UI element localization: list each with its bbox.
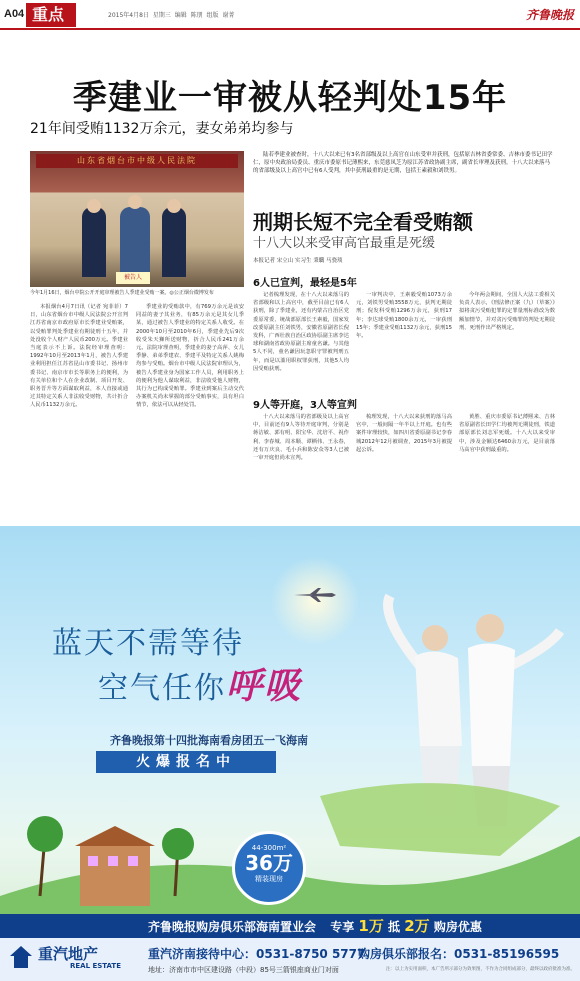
ad-promo-c: 抵 (388, 920, 401, 934)
ad-promo-a: 专享 (330, 920, 355, 934)
article2-byline: 本报记者 宋立山 实习生 秉驖 马骁琰 (253, 258, 343, 264)
section1-col3 (459, 291, 555, 387)
court-photo (30, 151, 244, 287)
defendant-figure (120, 207, 150, 277)
main-subheadline: 21年间受贿1132万余元，妻女弟弟均参与 (30, 121, 294, 137)
bailiff-right-head (167, 199, 181, 213)
badge-label: 精装现房 (255, 875, 283, 883)
article2-headline: 刑期长短不完全看受贿额 (253, 210, 473, 234)
ad-slogan-line2-b: 呼吸 (226, 665, 303, 707)
ad-slogan-line2-a: 空气任你 (98, 671, 226, 706)
badge-area: 44-300m² (251, 844, 287, 852)
ad-promo-b: 1万 (358, 917, 384, 935)
section2-col2 (356, 413, 452, 517)
section1-col1-text: 记者梳理发现，在十八大以来落马的省部级和以上高官中，截至目前已有6人获刑，除了季建业，还有内蒙古自治区党委原常委、统战部原部长王素毅，国家发改委原副主任刘铁男，安徽省原副省长倪发科，广西壮族自治区政协原副主席李达球和湖南省政协原副主席童名谦。与其他5人不同，童名谦因玩忽职守罪被判刑五年，而是以滥用职权罪获刑，其他5人均因受贿获刑。 (253, 292, 349, 372)
section2-col3 (459, 413, 555, 517)
ad-signup-banner: 火爆报名中 (96, 751, 276, 773)
header-meta: 2015年4月8日 星期三 编辑 陈朋 组版 谢菁 (108, 12, 235, 19)
ad-phone-1: 重汽济南接待中心：0531-8750 5777 (148, 947, 366, 961)
court-sign: 山东省烟台市中级人民法院 (36, 154, 238, 168)
bailiff-left-head (87, 199, 101, 213)
section1-col2-text: 一审判决中，王素毅受贿1073万余元，刘铁男受贿3558万元，获判无期徒刑；倪发科受贿1296万余元，获刑17年；李达球受贿1800余万元，一审获刑15年；季建业受贿1132万余元，获刑15年。 (356, 292, 452, 340)
bailiff-left (82, 207, 106, 277)
ad-disclaimer: 注：以上为实用面积，本广告所示部分为效果图，不作为合同组成部分，最终以政府批准为准。 (386, 967, 575, 972)
defendant-head (128, 195, 142, 209)
ad-promo-text: 齐鲁晚报购房俱乐部海南置业会 (148, 920, 317, 934)
ad-promo-e: 购房优惠 (433, 920, 482, 934)
section-heading-1: 6人已宣判，最轻是5年 (253, 278, 357, 289)
section2-col2-text: 梳理发现，十八大以来获刑的落马高官中，一般间隔一年半以上开庭。也有些案件审理较快，如四川省委原副书记李春城2012年12月被调查，2015年3月被提起公诉。 (356, 414, 452, 453)
main-headline: 季建业一审被从轻判处15年 (72, 78, 508, 118)
airplane-icon (292, 588, 336, 602)
ad-address: 地址：济南市市中区建设路（中段）85号三箭银座商业门对面 (148, 966, 339, 974)
company-name: 重汽地产 (38, 945, 99, 963)
ad-phone-2: 购房俱乐部报名：0531-85196595 (358, 947, 560, 961)
section2-col3-text: 黄胜、重庆市委原书记薄熙来、吉林省原副省长田学仁均被判无期徒刑，铁道部原部长刘志军死缓。十八大以来受审中，涉及金额达6460余万元，是目前落马高官中获刑最重的。 (459, 414, 555, 453)
ad-slogan-line2 (98, 658, 302, 709)
page-number: A04 (4, 8, 25, 20)
page-header (0, 0, 580, 30)
section1-col3-text: 今年两会期间，全国人大法工委相关负责人表示，《刑法修正案（九）（草案）》拟将贪污受贿犯罪的定罪量刑标准改为数额加情节，并对贪污受贿罪的判处无期徒刑、死刑作出严格规定。 (459, 292, 555, 331)
section1-col2 (356, 291, 452, 387)
ad-promo-bar (0, 914, 580, 938)
ad-promo-d: 2万 (404, 917, 430, 935)
photo-caption: 今年1月16日，烟台中院公开开庭审理被告人季建业受贿一案。◎公正烟台微博发布 (30, 290, 214, 296)
section-heading-2: 9人等开庭，3人等宣判 (253, 400, 357, 411)
company-name-en: REAL ESTATE (70, 962, 121, 970)
column-left-text: 本报烟台4月7日讯（记者 宛菲菲）7日，山东省烟台市中级人民法院公开宣判江苏省南京市政府原市长季建业受贿案，以受贿罪判处季建业有期徒刑十五年，并处没收个人财产人民币200万元。季建业当庭表示不上诉。法院经审理查明：1992年10月至2013年1月，被告人季建业利用担任江苏省昆山市委书记、扬州市委书记、南京市市长等职务上的便利，为有关单位和个人在企业改制、项目开发、职务晋升等方面谋取利益，本人直接或通过其特定关系人非法收受财物，共计折合人民币1132万余元。 (30, 304, 128, 409)
section-label: 重点 (26, 3, 76, 27)
badge-price: 36万 (245, 851, 293, 875)
section2-col1 (253, 413, 349, 517)
column-left (30, 303, 128, 519)
article-lede: 陆若季建业被查时，十八大以来已有3名省部级及以上高官在山东受审并获刑，包括原吉林省委常委、吉林市委书记田学仁，原中央政治局委员、重庆市委原书记薄熙来，东莞慈凤芝为原江苏省政协副主席，副省长审理及获刑。十八大以来落马的省部级及以上高官中已有6人受判，其中获刑最重的是无期，包括王素毅和刘铁男。 (253, 152, 553, 174)
real-estate-ad (0, 526, 580, 981)
section1-col1 (253, 291, 349, 387)
bailiff-right (162, 207, 186, 277)
ad-contact-bar (0, 938, 580, 981)
column-mid-text: 季建业的受贿款中，有769万余元是该安同益的妻子其业务，有85万余元是其女儿季某，通过被告人季建业的特定关系人收受。在2000年10月至2010年6月，季建业先后9次收受朱天狮所送财物，折合人民币241万余元。法院审理查明，季建业的妻子高萍、女儿季静、弟弟季建农、季建平及特定关系人姚梅均参与受贿。烟台市中级人民法院审理认为，被告人季建业身为国家工作人员，利用职务上的便利为他人谋取利益，非法收受他人财物，其行为已构成受贿罪。季建业到案后主动交代办案机关尚未掌握的部分受贿事实，具有坦白情节，依法可以从轻处罚。 (136, 304, 244, 409)
company-logo-icon (8, 944, 34, 970)
defendant-plate: 被告人 (116, 272, 150, 284)
section2-col1-text: 十八大以来落马的省部级及以上高官中，目前还有9人等待开庭审判，分别是蒋洁敏、郭有明、阳宝华、沈培平、祝作利、李春城、周本顺、谭栖伟、王永春，还有万庆良、毛小兵和陈安众等3人已被一审开庭但尚未宣判。 (253, 414, 349, 462)
ad-slogan-line1: 蓝天不需等待 (52, 626, 244, 661)
column-mid (136, 303, 244, 519)
article2-subheadline: 十八大以来受审高官最重是死缓 (253, 236, 436, 251)
newspaper-logo: 齐鲁晚报 (525, 8, 574, 22)
ad-tour-text: 齐鲁晚报第十四批海南看房团五一飞海南 (110, 734, 308, 747)
price-badge (232, 831, 306, 905)
